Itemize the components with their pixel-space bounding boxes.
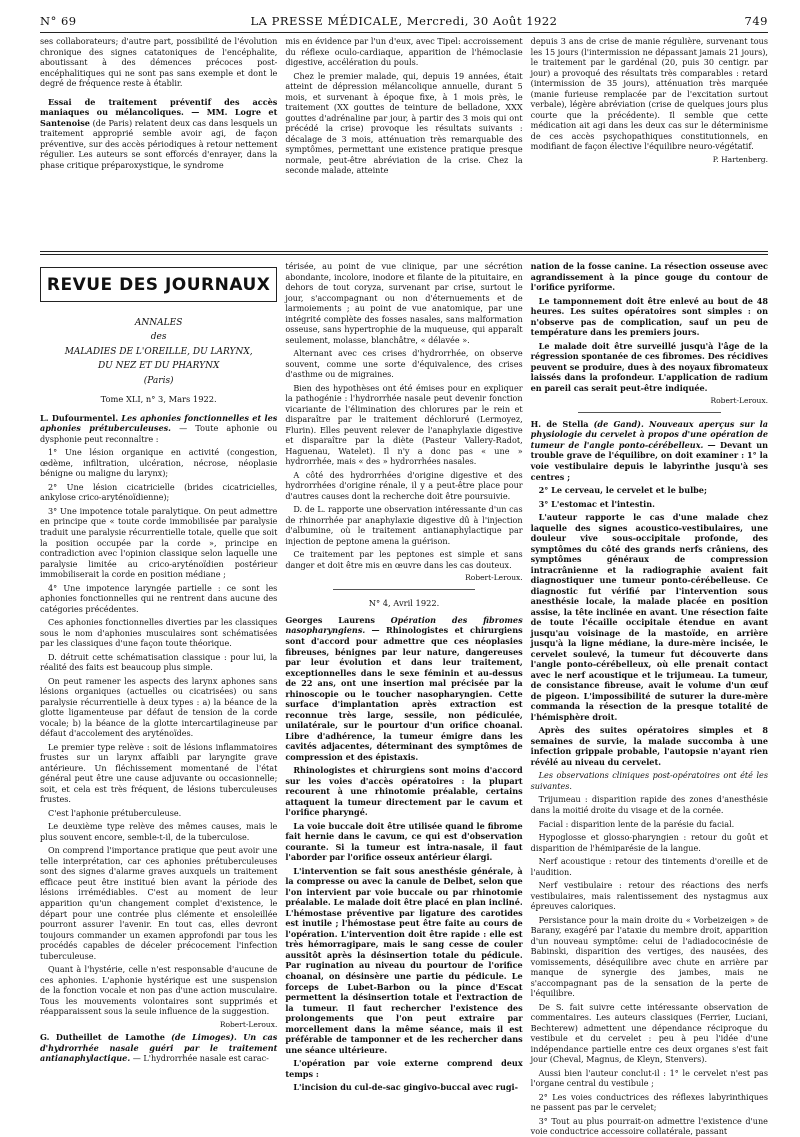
paragraph: On peut ramener les aspects des larynx aphones sans lésions organiques (actuelles ou cicatrisées) ou sans paralysie récurrentielle à deux types : a) la béance de la glotte ligamenteuse par défaut de tension de la corde vocale; b) la béance de la glotte intercartilagineuse par défaut d'accolement des aryténoïdes. — [40, 675, 278, 739]
top-columns — [40, 36, 768, 249]
bottom-columns — [40, 261, 768, 1137]
paragraph: 2° Les voies conductrices des réflexes labyrinthiques ne passent pas par le cervelet; — [530, 1091, 768, 1113]
article-head: G. Dutheillet de Lamothe (de Limoges). Un cas d'hydrorrhée nasale guéri par le traitement antianaphylactique. — L'hydrorrhée nasale est carac- — [40, 1032, 278, 1064]
paragraph: Rhinologistes et chirurgiens sont moins d'accord sur les voies d'accès opératoires : la plupart recourent à une rhinotomie préalable, certains attaquent la tumeur directement par le cavum et l'orifice pharyngé. — [285, 765, 523, 818]
paragraph: 3° Une impotence totale paralytique. On peut admettre en principe que « toute corde immobilisée par paralysie traduit une paralysie récurrentielle totale, quelle que soit la position occupée par la corde », principe en contradiction avec l'opinion classique selon laquelle une paralysie limitée au crico-aryténoïdien postérieur immobiliserait la corde en position médiane ; — [40, 505, 278, 580]
paragraph: 3° L'estomac et l'intestin. — [538, 498, 655, 509]
tome-line: Tome XLI, n° 3, Mars 1922. — [100, 394, 217, 405]
article-head: L. Dufourmentel. Les aphonies fonctionnelles et les aphonies prétuberculeuses. — Toute aphonie ou dysphonie peut reconnaître : — [40, 412, 278, 444]
header-rule — [40, 32, 768, 33]
paragraph: 2° Le cerveau, le cervelet et le bulbe; — [538, 485, 707, 496]
top-column-1 — [40, 36, 277, 249]
paragraph: Chez le premier malade, qui, depuis 19 années, était atteint de dépression mélancolique annuelle, durant 5 mois, et survenant à époque fixe, à 1 mois près, le traitement (XX gouttes de teinture de belladone, XXX gouttes d'adrénaline par jour, à partir des 3 mois qui ont précédé la crise) provoque les résultats suivants : décalage de 3 mois, atténuation très remarquable des symptômes, permettant une existence pratique presque normale, peut-être abréviation de la crise. Chez la seconde malade, atteinte — [285, 70, 523, 176]
paragraph: Après des suites opératoires simples et 8 semaines de survie, la malade succomba à une infection grippale probable, l'autopsie n'ayant rien révélé au niveau du cervelet. — [530, 725, 768, 767]
paragraph: C'est l'aphonie prétuberculeuse. — [48, 807, 182, 818]
journal-name: ANNALES des MALADIES DE L'OREILLE, DU LARYNX, DU NEZ ET DU PHARYNX (Paris) — [64, 318, 253, 386]
paragraph: térisée, au point de vue clinique, par une sécrétion abondante, incolore, inodore et filante de la pituitaire, en dehors de tout coryza, survenant par crise, surtout le jour, s'accompagnant ou non d'éternuements et de larmoiements ; au point de vue anatomique, par une intégrité complète des fosses nasales, sans malformation osseuse, sans hypertrophie de la muqueuse, qui apparaît seulement, molasse, blanchâtre, « délavée ». — [285, 261, 523, 345]
signature: P. Hartenberg. — [712, 154, 768, 164]
signature: Robert-Leroux. — [710, 396, 768, 406]
article-head: H. de Stella (de Gand). Nouveaux aperçus sur la physiologie du cervelet à propos d'une opération de tumeur de l'angle ponto-cérébelleux. — Devant un trouble grave de l'équilibre, on doit examiner : 1° la voie vestibulaire depuis le labyrinthe jusqu'à ses centres ; — [530, 418, 768, 482]
paragraph: On comprend l'importance pratique que peut avoir une telle interprétation, car ces aphonies prétuberculeuses sont des signes d'alarme graves auxquels un traitement efficace peut être institué bien avant la période des lésions irrémédiables. C'est au moment de leur apparition qu'un changement complet d'existence, le départ pour une contrée plus clémente et ensoleillée pourront assurer l'avenir. En tout cas, elles devront toujours commander un examen approfondi par tous les procédés capables de déceler précocement l'infection tuberculeuse. — [40, 845, 278, 961]
paragraph: Hypoglosse et glosso-pharyngien : retour du goût et disparition de l'hémiparésie de la langue. — [530, 832, 768, 853]
paragraph: A côté des hydrorrhées d'origine digestive et des hydrorrhées d'origine rénale, il y a peut-être place pour d'autres causes dont la recherche doit être poursuivie. — [285, 469, 523, 501]
paragraph: Le tamponnement doit être enlevé au bout de 48 heures. Les suites opératoires sont simples : on n'observe pas de complication, sauf un peu de température dans les premiers jours. — [530, 295, 768, 338]
paragraph: 3° Tout au plus pourrait-on admettre l'existence d'une voie conductrice accessoire collatérale, passant — [530, 1115, 768, 1137]
paragraph: Alternant avec ces crises d'hydrorrhée, on observe souvent, comme une sorte d'équivalence, des crises d'asthme ou de migraines. — [285, 348, 523, 380]
paragraph: Aussi bien l'auteur conclut-il : 1° le cervelet n'est pas l'organe central du vestibule ; — [530, 1067, 768, 1089]
page-header — [40, 10, 768, 32]
issue-line: N° 4, Avril 1922. — [368, 598, 440, 609]
paragraph: depuis 3 ans de crise de manie régulière, survenant tous les 15 jours (l'intermission ne dépassant jamais 21 jours), le traitement par le gardénal (20, puis 30 centigr. par jour) a provoqué des résultats très comparables : retard (intermission de 35 jours), atténuation très marquée (manie furieuse remplacée par de l'excitation surtout verbale), légère abréviation (crise de quelques jours plus courte que la précédente). Il semble que cette médication ait agi dans les deux cas sur le déterminisme de ces accès psychopathiques constitutionnels, en modifiant de façon élective l'équilibre neuro-végétatif. — [530, 36, 768, 152]
paragraph: Bien des hypothèses ont été émises pour en expliquer la pathogénie : l'hydrorrhée nasale peut devenir fonction vicariante de l'élimination des chlorures par le rein et disparaître par le traitement déchloruré (Lermoyez, Flurin). Elles peuvent relever de l'anaphylaxie digestive et disparaître par la diète (Pasteur Vallery-Radot, Haguenau, Watelet). Il n'y a donc pas « une » hydrorrhée, mais « des » hydrorrhées nasales. — [285, 382, 523, 467]
paragraph: D. détruit cette schématisation classique : pour lui, la réalité des faits est beaucoup plus simple. — [40, 651, 278, 673]
issue-number: N° 69 — [40, 14, 77, 28]
paragraph: D. de L. rapporte une observation intéressante d'un cas de rhinorrhée par anaphylaxie digestive dû à l'injection d'albumine, où le traitement antianaphylactique par injection de peptone amena la guérison. — [285, 504, 523, 546]
page-number: 749 — [744, 14, 768, 28]
section-divider — [40, 251, 768, 255]
top-column-2 — [285, 36, 522, 249]
paragraph: Persistance pour la main droite du « Vorbeizeigen » de Barany, exagéré par l'ataxie du membre droit, apparition d'un nouveau symptôme: celui de l'adiadococinésie de Babinski, disparition des vertiges, des nausées, des vomissements, déséquilibre avec chute en arrière par manque de synergie des jambes, mais ne s'accompagnant pas de la sensation de la perte de l'équilibre. — [530, 914, 768, 999]
paragraph: Les observations cliniques post-opératoires ont été les suivantes. — [530, 770, 768, 791]
paragraph: L'opération par voie externe comprend deux temps : — [285, 1058, 523, 1079]
paragraph: 2° Une lésion cicatricielle (brides cicatricielles, ankylose crico-aryténoïdienne); — [40, 481, 278, 503]
paragraph: nation de la fosse canine. La résection osseuse avec agrandissement à la pince gouge du contour de l'orifice pyriforme. — [530, 261, 768, 293]
paragraph: 1° Une lésion organique en activité (congestion, œdème, infiltration, ulcération, nécrose, néoplasie bénigne ou maligne du larynx); — [40, 447, 278, 479]
paragraph: Le malade doit être surveillé jusqu'à l'âge de la régression spontanée de ces fibromes. Des récidives peuvent se produire, dues à des noyaux fibromateux laissés dans la profondeur. L'application de radium en pareil cas serait peut-être indiquée. — [530, 340, 768, 393]
paragraph: Facial : disparition lente de la parésie du facial. — [538, 818, 735, 829]
signature: Robert-Leroux. — [219, 1019, 278, 1029]
divider — [333, 589, 475, 590]
paragraph: Quant à l'hystérie, celle n'est responsable d'aucune de ces aphonies. L'aphonie hystérique est une suspension de la fonction vocale et non pas d'une action musculaire. Tous les mouvements volontaires sont supprimés et réapparaissent sous la seule influence de la suggestion. — [40, 964, 278, 1017]
paragraph: L'incision du cul-de-sac gingivo-buccal avec rugi- — [293, 1082, 518, 1093]
paragraph: 4° Une impotence laryngée partielle : ce sont les aphonies fonctionnelles qui ne rentrent dans aucune des catégories précédentes. — [40, 582, 278, 614]
paragraph: Le deuxième type relève des mêmes causes, mais le plus souvent encore, semble-t-il, de la tuberculose. — [40, 821, 278, 842]
paragraph: L'auteur rapporte le cas d'une malade chez laquelle des signes acoustico-vestibulaires, une douleur vive sous-occipitale profonde, des symptômes du côté des grands nerfs crâniens, des symptômes généraux de compression intracrânienne et la radiographie avaient fait diagnostiquer une tumeur ponto-cérébelleuse. Ce diagnostic fut vérifié par l'intervention sous anesthésie locale, la malade placée en position assise, la tête inclinée en avant. Une résection faite de toute l'écaille occipitale étendue en avant jusqu'au voisinage de la mastoïde, en arrière jusqu'à la ligne médiane, la dure-mère incisée, le cervelet soulevé, la tumeur fut découverte dans l'angle ponto-cérébelleux, où elle prenait contact avec le nerf acoustique et le trijumeau. La tumeur, de consistance fibreuse, avait le volume d'un œuf de pigeon. L'impossibilité de suturer la dure-mère commanda la résection de la presque totalité de l'hémisphère droit. — [530, 512, 768, 722]
section-title: REVUE DES JOURNAUX — [40, 267, 277, 302]
column-1 — [40, 261, 277, 1086]
paragraph: Le premier type relève : soit de lésions inflammatoires frustes sur un larynx affaibli par laryngite grave antérieure. Un fléchissement momentané de l'état général peut être une cause adjuvante ou occasionnelle; soit, et cela est très fréquent, de lésions tuberculeuses frustes. — [40, 741, 278, 805]
paragraph: mis en évidence par l'un d'eux, avec Tipel: accroissement du réflexe oculo-cardiaque, apparition de l'hémoclasie digestive, accélération du pouls. — [285, 36, 523, 68]
top-column-3 — [531, 36, 768, 249]
paragraph: Ces aphonies fonctionnelles diverties par les classiques sous le nom d'aphonies musculaires sont schématisées par les classiques d'une façon toute théorique. — [40, 617, 278, 649]
paragraph: Essai de traitement préventif des accès maniaques ou mélancoliques. — MM. Logre et Santenoise (de Paris) relatent deux cas dans lesquels un traitement approprié semble avoir agi, de façon préventive, sur des accès périodiques à retour nettement régulier. Les auteurs se sont efforcés d'enrayer, dans la phase critique préparoxystique, le syndrome — [40, 96, 278, 170]
paragraph: L'intervention se fait sous anesthésie générale, à la compresse ou avec la canule de Delbet, selon que l'on intervient par voie buccale ou par rhinotomie préalable. Le malade doit être placé en plan incliné. L'hémostase préventive par ligature des carotides est inutile ; l'hémostase peut être faite au cours de l'opération. L'intervention doit être rapide : elle est très hémorragipare, mais le sang cesse de couler aussitôt après la désinsertion totale du pédicule. Par rugination au niveau du pourtour de l'orifice choanal, on désinsère une partie du pédicule. Le forceps de Lubet-Barbon ou la pince d'Escat permettent la désinsertion totale et l'extraction de la tumeur. Il faut rechercher l'existence des prolongements que l'on peut extraire par morcellement dans la même séance, mais il est préférable de tamponner et de les rechercher dans une séance ultérieure. — [285, 865, 523, 1055]
paragraph: Ce traitement par les peptones est simple et sans danger et doit être mis en œuvre dans les cas douteux. — [285, 549, 523, 570]
paragraph: ses collaborateurs; d'autre part, possibilité de l'évolution chronique des signes catatoniques de l'encéphalite, aboutissant à des démences précoces post-encéphalitiques qui ne sont pas sans exemple et dont le degré de fréquence reste à établir. — [40, 36, 278, 89]
column-3 — [530, 261, 768, 1137]
paragraph: La voie buccale doit être utilisée quand le fibrome fait hernie dans le cavum, ce qui est d'observation courante. Si la tumeur est intra-nasale, il faut l'aborder par l'orifice osseux antérieur élargi. — [285, 820, 523, 863]
divider — [578, 412, 720, 413]
paragraph: Nerf acoustique : retour des tintements d'oreille et de l'audition. — [530, 856, 768, 877]
article-title: Essai de traitement préventif des accès maniaques ou mélancoliques. — MM. Logre et Santenoise — [40, 96, 278, 128]
paragraph: Nerf vestibulaire : retour des réactions des nerfs vestibulaires, mais ralentissement des nystagmus aux épreuves caloriques. — [530, 880, 768, 912]
paragraph: De S. fait suivre cette intéressante observation de commentaires. Les auteurs classiques (Ferrier, Luciani, Bechterew) admettent une dépendance réciproque du vestibule et du cervelet : peu à peu l'idée d'une indépendance partielle entre ces deux organes s'est fait jour (Cheval, Magnus, de Kleyn, Stenvers). — [530, 1001, 768, 1065]
paragraph: Trijumeau : disparition rapide des zones d'anesthésie dans la moitié droite du visage et de la cornée. — [530, 794, 768, 815]
signature: Robert-Leroux. — [465, 573, 523, 583]
journal-date: LA PRESSE MÉDICALE, Mercredi, 30 Août 1922 — [250, 14, 558, 28]
column-2 — [285, 261, 523, 1093]
journal-page — [40, 10, 768, 1137]
article-head: Georges Laurens Opération des fibromes nasopharyngiens. — Rhinologistes et chirurgiens sont d'accord pour admettre que ces néoplasies fibreuses, bénignes par leur nature, dangereuses par leur évolution et dans leur traitement, exceptionnelles dans le sexe féminin et au-dessus de 22 ans, ont une insertion mal précisée par la rhinoscopie ou le toucher nasopharyngien. Cette surface d'implantation après extraction est reconnue très large, sessile, non pédiculée, unilatérale, sur le pourtour d'un orifice choanal. Libre d'adhérence, la tumeur émigre dans les cavités adjacentes, déterminant des symptômes de compression et des épistaxis. — [285, 614, 523, 762]
